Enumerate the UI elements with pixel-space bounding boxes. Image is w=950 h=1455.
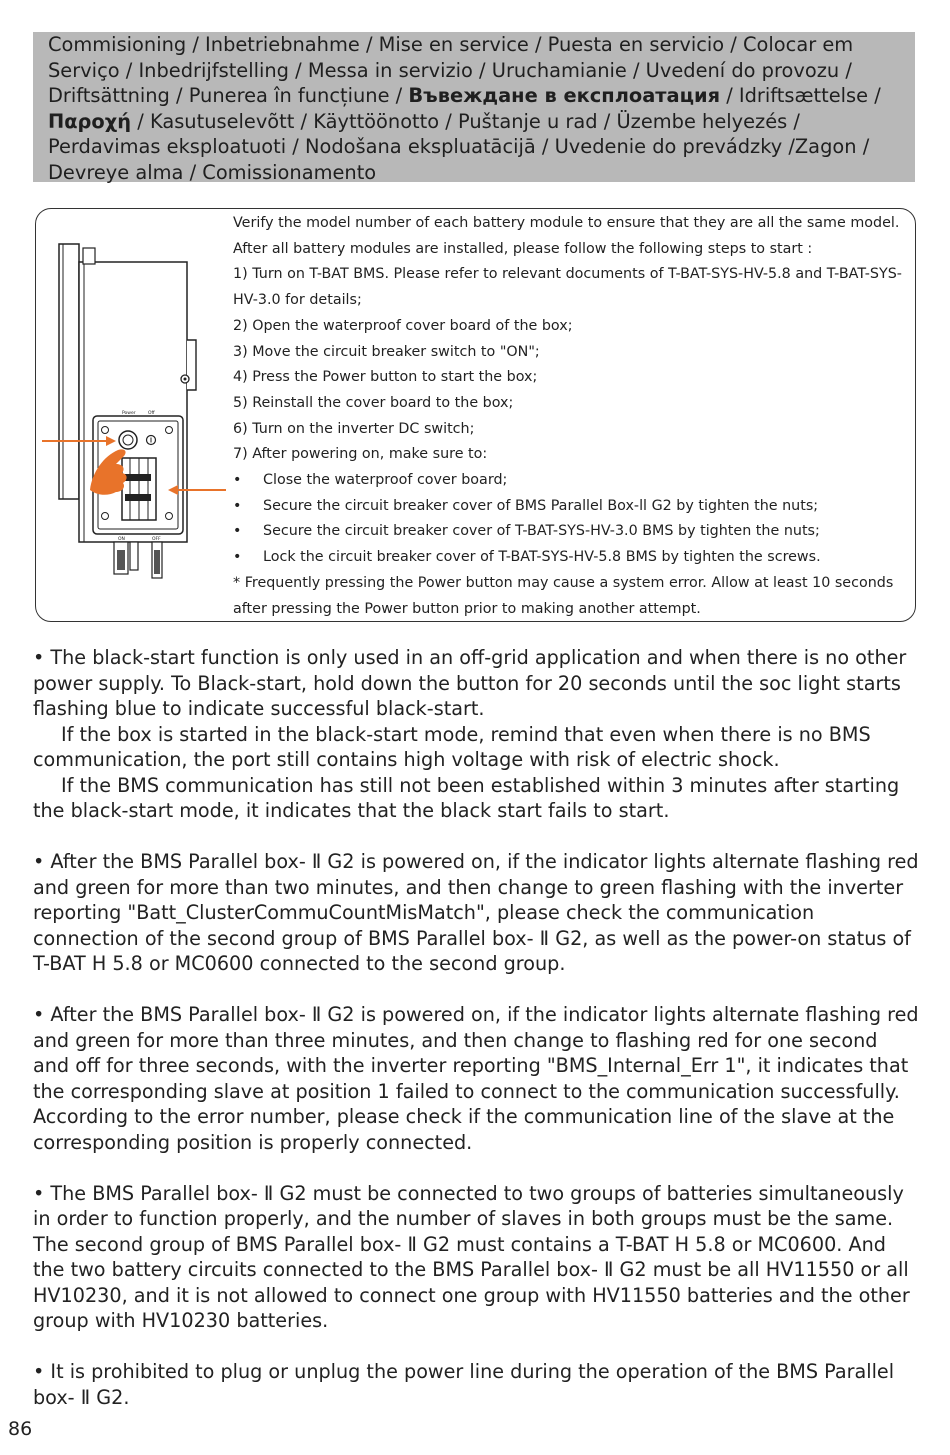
page-number: 86 (8, 1418, 33, 1440)
step-7: 7) After powering on, make sure to: (233, 446, 488, 463)
header-bold-bulgarian: Въвеждане в експлоатация (408, 84, 721, 108)
bms-parallel-box-illustration (38, 240, 234, 590)
after-install-text: After all battery modules are installed, please follow the following steps to start : (233, 240, 813, 257)
bullet-item: • Lock the circuit breaker cover of T-BAT-SYS-HV-5.8 BMS by tighten the screws. (233, 545, 919, 571)
header-text-3: / Kasutuselevõtt / Käyttöönotto / Puštanje u rad / Üzembe helyezés / Perdavimas eksploatuoti / Nodošana ekspluatācijā / Uvedenie do prevádzky /Zagon / Devreye alma / Comissionamento (48, 109, 870, 184)
power-button-note: * Frequently pressing the Power button may cause a system error. Allow at least 10 seconds after pressing the Power button prior to making another attempt. (233, 574, 894, 617)
section-header (33, 32, 915, 182)
bullet-item: • Secure the circuit breaker cover of BMS Parallel Box-ll G2 by tighten the nuts; (233, 494, 919, 520)
internal-error-paragraph: • After the BMS Parallel box- Ⅱ G2 is powered on, if the indicator lights alternate flashing red and green for more than three minutes, and then change to flashing red for one second and off for three seconds, with the inverter reporting "BMS_Internal_Err 1", it indicates that the corresponding slave at position 1 failed to connect to the communication successfully. According to the error number, please check if the communication line of the slave at the corresponding position is properly connected. (33, 1003, 919, 1154)
bullet-secure-box-cover: Secure the circuit breaker cover of BMS Parallel Box-ll G2 by tighten the nuts; (263, 497, 819, 514)
label-on: ON (118, 537, 125, 542)
black-start-warning: If the box is started in the black-start mode, remind that even when there is no BMS communication, the port still contains high voltage with risk of electric shock. (33, 722, 871, 771)
header-bold-greek: Παροχή (48, 109, 132, 133)
step-3: 3) Move the circuit breaker switch to "ON"; (233, 343, 540, 360)
startup-steps (233, 211, 919, 622)
label-off: OFF (152, 537, 161, 542)
verify-text: Verify the model number of each battery module to ensure that they are all the same model. (233, 215, 900, 231)
step-4: 4) Press the Power button to start the box; (233, 369, 538, 386)
label-off-top: Off (148, 411, 155, 416)
bullet-close-cover: Close the waterproof cover board; (263, 472, 508, 489)
power-line-warning: • It is prohibited to plug or unplug the power line during the operation of the BMS Parallel box- Ⅱ G2. (33, 1360, 895, 1409)
bullet-secure-hv30-cover: Secure the circuit breaker cover of T-BAT-SYS-HV-3.0 BMS by tighten the nuts; (263, 523, 820, 540)
step-5: 5) Reinstall the cover board to the box; (233, 394, 514, 411)
header-text-2: / Idriftsættelse / (720, 84, 881, 108)
battery-groups-paragraph: • The BMS Parallel box- Ⅱ G2 must be connected to two groups of batteries simultaneously in order to function properly, and the number of slaves in both groups must be the same. The second group of BMS Parallel box- Ⅱ G2 must contains a T-BAT H 5.8 or MC0600. And the two battery circuits connected to the BMS Parallel box- Ⅱ G2 must be all HV11550 or all HV10230, and it is not allowed to connect one group with HV11550 batteries and the other group with HV10230 batteries. (33, 1181, 910, 1332)
cluster-mismatch-paragraph: • After the BMS Parallel box- Ⅱ G2 is powered on, if the indicator lights alternate flashing red and green for more than two minutes, and then change to green flashing with the inverter reporting "Batt_ClusterCommuCountMisMatch", please check the communication connection of the second group of BMS Parallel box- Ⅱ G2, as well as the power-on status of T-BAT H 5.8 or MC0600 connected to the second group. (33, 850, 919, 975)
step-1: 1) Turn on T-BAT BMS. Please refer to relevant documents of T-BAT-SYS-HV-5.8 and T-BAT-SYS-HV-3.0 for details; (233, 266, 902, 309)
bullet-item: • Close the waterproof cover board; (233, 468, 919, 494)
notes-section (33, 645, 919, 1410)
step-2: 2) Open the waterproof cover board of the box; (233, 317, 573, 334)
black-start-fail: If the BMS communication has still not been established within 3 minutes after starting the black-start mode, it indicates that the black start fails to start. (33, 773, 900, 822)
bullet-lock-hv58-cover: Lock the circuit breaker cover of T-BAT-SYS-HV-5.8 BMS by tighten the screws. (263, 549, 821, 566)
bullet-item: • Secure the circuit breaker cover of T-BAT-SYS-HV-3.0 BMS by tighten the nuts; (233, 519, 919, 545)
label-power: Power (122, 411, 136, 416)
black-start-paragraph: • The black-start function is only used in an off-grid application and when there is no other power supply. To Black-start, hold down the button for 20 seconds until the soc light starts flashing blue to indicate successful black-start. (33, 646, 907, 720)
step-6: 6) Turn on the inverter DC switch; (233, 420, 475, 437)
header-text-1: Commisioning / Inbetriebnahme / Mise en service / Puesta en servicio / Colocar em Serviço / Inbedrijfstelling / Messa in servizio / Uruchamianie / Uvedení do provozu / Driftsättning / Punerea în funcțiune / (48, 33, 854, 108)
